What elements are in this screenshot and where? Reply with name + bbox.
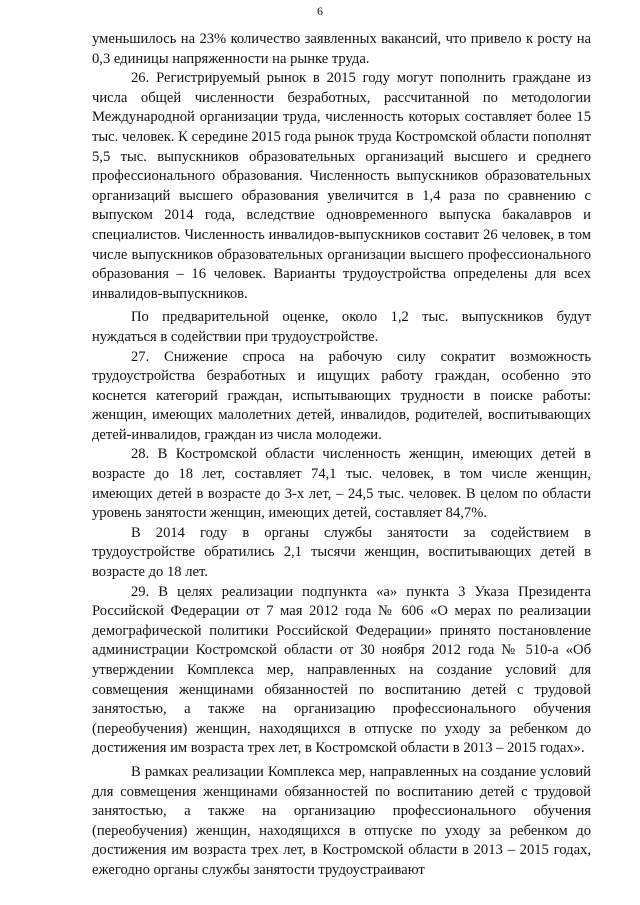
paragraph-continuation: уменьшилось на 23% количество заявленных вакансий, что привело к росту на 0,3 единицы напряженности на рынке труда.: [92, 31, 591, 67]
paragraph-28-2014: В 2014 году в органы службы занятости за содействием в трудоустройстве обратились 2,1 тысячи женщин, воспитывающих детей в возрасте до 18 лет.: [92, 524, 591, 581]
paragraph-26: 26. Регистрируемый рынок в 2015 году могут пополнить граждане из числа общей численности безработных, рассчитанной по методологии Международной организации труда, численность которых составляет более 15 тыс. человек. К середине 2015 года рынок труда Костромской области пополнят 5,5 тыс. выпускников образовательных организаций высшего и среднего профессионального образования. Численность выпускников образовательных организаций высшего образования увеличится в 1,4 раза по сравнению с выпуском 2014 года, вследствие одновременного выпуска бакалавров и специалистов. Численность инвалидов-выпускников составит 26 человек, в том числе выпускников образовательных организации высшего профессионального образования – 16 человек. Варианты трудоустройства определены для всех инвалидов-выпускников.: [92, 70, 591, 302]
paragraph-27: 27. Снижение спроса на рабочую силу сократит возможность трудоустройства безработных и ищущих работу граждан, особенно это коснется категорий граждан, испытывающих трудности в поиске работы: женщин, имеющих малолетних детей, инвалидов, родителей, воспитывающих детей-инвалидов, граждан из числа молодежи.: [92, 348, 591, 443]
document-body: [92, 30, 591, 881]
page-number: 6: [317, 4, 323, 18]
paragraph-28: 28. В Костромской области численность женщин, имеющих детей в возрасте до 18 лет, составляет 74,1 тыс. человек, в том числе женщин, имеющих детей в возрасте до 3-х лет, – 24,5 тыс. человек. В целом по области уровень занятости женщин, имеющих детей, составляет 84,7%.: [92, 446, 591, 522]
paragraph-26-estimate: По предварительной оценке, около 1,2 тыс. выпускников будут нуждаться в содействии при трудоустройстве.: [92, 309, 591, 345]
paragraph-29: 29. В целях реализации подпункта «а» пункта 3 Указа Президента Российской Федерации от 7 мая 2012 года № 606 «О мерах по реализации демографической политики Российской Федерации» принято постановление администрации Костромской области от 30 ноября 2012 года № 510-а «Об утверждении Комплекса мер, направленных на создание условий для совмещения женщинами обязанностей по воспитанию детей с трудовой занятостью, а также на организацию профессионального обучения (переобучения) женщин, находящихся в отпуске по уходу за ребенком до достижения им возраста трех лет, в Костромской области в 2013 – 2015 годах».: [92, 583, 591, 757]
paragraph-29-measures: В рамках реализации Комплекса мер, направленных на создание условий для совмещения женщинами обязанностей по воспитанию детей с трудовой занятостью, а также на организацию профессионального обучения (переобучения) женщин, находящихся в отпуске по уходу за ребенком до достижения им возраста трех лет, в Костромской области в 2013 – 2015 годах, ежегодно органы службы занятости трудоустраивают: [92, 763, 591, 878]
